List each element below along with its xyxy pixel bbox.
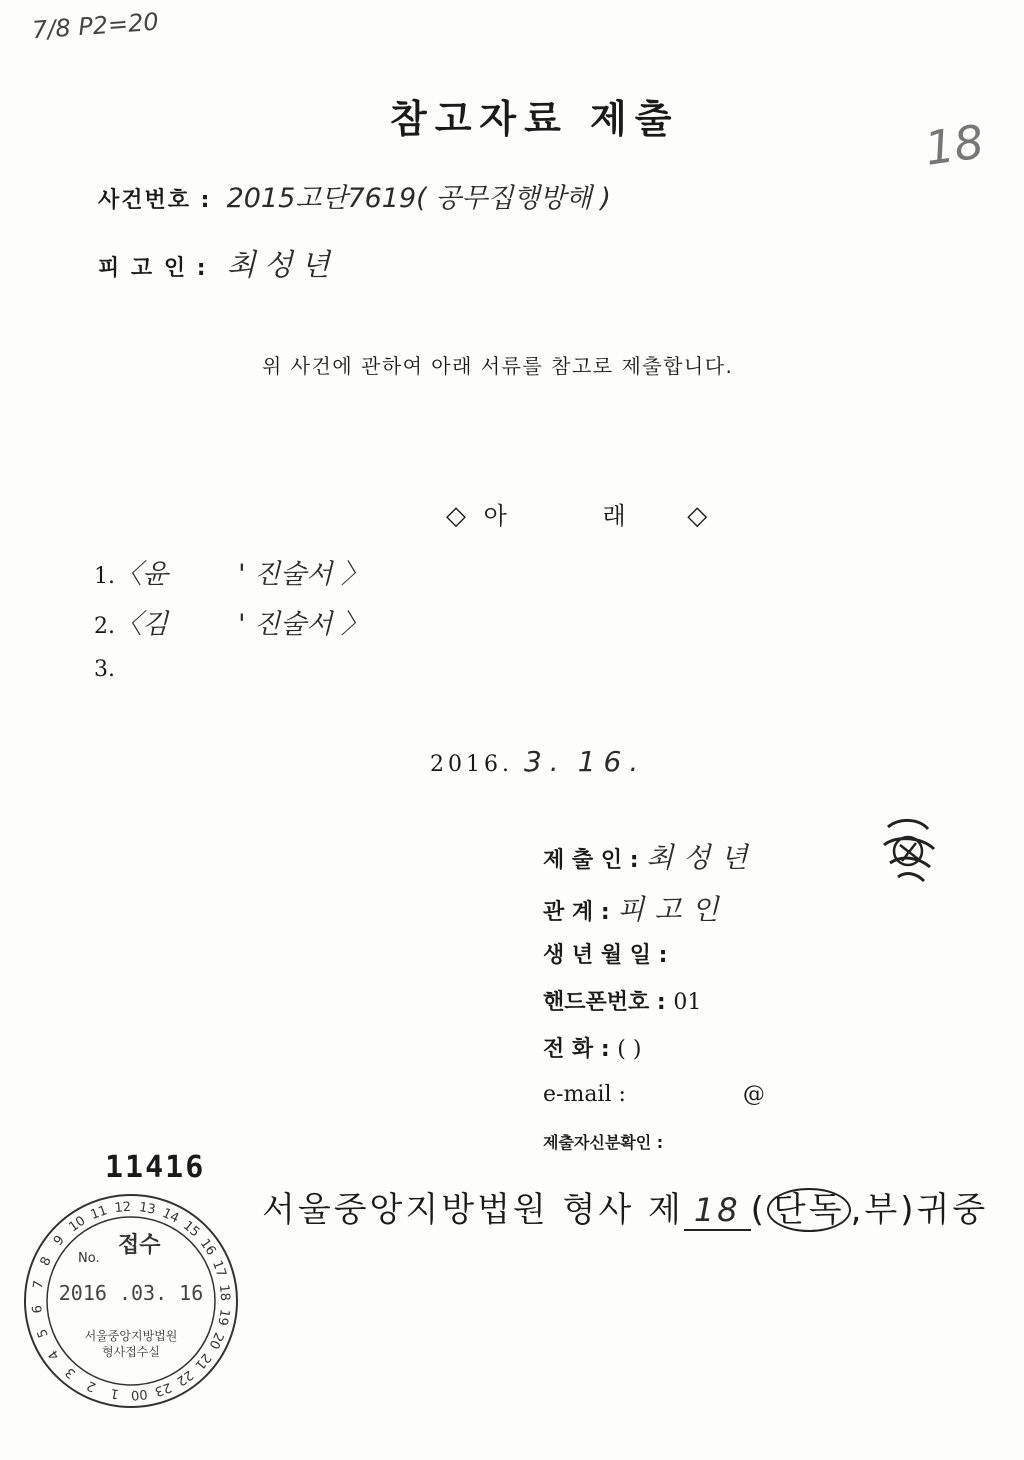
stamp-ring-number: 7	[30, 1279, 47, 1291]
division-number: 18	[684, 1191, 751, 1231]
identity-check-label: 제출자신분확인 :	[543, 1133, 664, 1152]
signature-seal-icon	[878, 815, 940, 885]
mobile-value: 01	[673, 990, 702, 1015]
list-item-number: 3.	[94, 657, 115, 682]
defendant-row	[98, 240, 338, 284]
case-number-row	[98, 176, 611, 215]
list-item	[94, 652, 115, 683]
stamp-ring-number: 13	[137, 1200, 157, 1218]
receipt-stamp	[20, 1190, 242, 1412]
stamp-no-label: No.	[78, 1251, 100, 1266]
stamp-ring-number: 3	[62, 1364, 79, 1382]
stamp-ring-number: 19	[214, 1307, 232, 1327]
stamp-ring-number: 2	[84, 1377, 99, 1395]
stamp-title: 접수	[118, 1233, 161, 1258]
submitter-name: 최성년	[646, 841, 758, 874]
date-day: 16.	[577, 745, 647, 778]
stamp-ring-number: 00	[130, 1385, 149, 1403]
below-heading-text: 아 래	[483, 502, 670, 530]
date-year: 2016.	[430, 752, 513, 777]
date-month: 3.	[523, 745, 567, 778]
corner-handwritten-note: 7/8 P2=20	[31, 7, 160, 45]
recipient-prefix: 서울중앙지방법원 형사 제	[262, 1190, 684, 1230]
stamp-ring-number: 21	[191, 1349, 214, 1373]
list-item-open: 〈김	[115, 609, 169, 640]
page-number-mark: 18	[921, 114, 988, 176]
relation-value: 피고인	[617, 893, 729, 926]
stamp-ring-number: 14	[159, 1205, 182, 1227]
list-item-text: ' 진술서 〉	[238, 559, 368, 590]
submitter-row	[543, 836, 757, 876]
phone-value: ( )	[617, 1037, 642, 1062]
diamond-left-icon: ◇	[446, 501, 466, 531]
stamp-ring-number: 5	[34, 1326, 52, 1340]
list-item-open: 〈윤	[115, 559, 169, 590]
case-number-value: 2015고단7619( 공무집행방해 )	[226, 183, 611, 214]
email-value: @	[742, 1082, 765, 1107]
email-row	[543, 1082, 765, 1107]
stamp-ring-number: 16	[196, 1236, 219, 1259]
stamp-office: 형사접수실	[102, 1345, 160, 1359]
mobile-label: 핸드폰번호 :	[543, 990, 666, 1015]
stamp-ring-number: 10	[66, 1213, 89, 1236]
stamp-ring-number: 6	[30, 1304, 46, 1314]
birthdate-label: 생 년 월 일 :	[543, 943, 668, 968]
recipient-open: (	[750, 1190, 767, 1230]
stamp-ring-number: 15	[179, 1218, 203, 1241]
submitter-label: 제 출 인 :	[543, 848, 639, 873]
recipient-close: )귀중	[900, 1190, 989, 1230]
list-item	[94, 552, 368, 591]
circled-single-judge: 단독	[767, 1188, 851, 1232]
mobile-row	[543, 985, 701, 1016]
defendant-label: 피 고 인 :	[98, 256, 208, 281]
email-label: e-mail :	[543, 1082, 626, 1107]
birthdate-row	[543, 938, 667, 969]
stamp-ring-number: 22	[173, 1366, 196, 1389]
stamp-ring-number: 18	[215, 1283, 233, 1302]
stamp-ring-number: 1	[109, 1385, 121, 1402]
case-number-label: 사건번호 :	[98, 188, 212, 213]
diamond-right-icon: ◇	[687, 501, 708, 531]
list-item-number: 1.	[94, 564, 115, 589]
relation-label: 관 계 :	[543, 900, 610, 925]
stamp-ring-number: 20	[205, 1329, 227, 1352]
phone-label: 전 화 :	[543, 1037, 610, 1062]
stamp-ring-number: 9	[50, 1232, 68, 1249]
stamp-ring-number: 8	[37, 1254, 55, 1269]
list-item	[94, 602, 368, 641]
phone-row	[543, 1032, 641, 1063]
recipient-alt: 부	[864, 1190, 901, 1230]
stamp-court: 서울중앙지방법원	[84, 1329, 178, 1343]
list-item-text: ' 진술서 〉	[238, 609, 368, 640]
recipient-court	[262, 1182, 988, 1231]
stamp-date: 2016 .03. 16	[58, 1281, 204, 1305]
stamp-ring-number: 17	[209, 1258, 229, 1280]
stamp-ring-number: 11	[88, 1203, 110, 1223]
stamp-ring-number: 23	[152, 1379, 174, 1399]
stamp-ring-number: 12	[113, 1199, 132, 1217]
document-title: 참고자료 제출	[390, 97, 680, 141]
receipt-number: 11416	[105, 1150, 206, 1185]
stamp-ring-number: 4	[45, 1346, 63, 1363]
list-item-number: 2.	[94, 614, 115, 639]
recipient-sep: ,	[850, 1190, 865, 1230]
intro-sentence: 위 사건에 관하여 아래 서류를 참고로 제출합니다.	[262, 354, 734, 378]
identity-check-row	[543, 1130, 663, 1153]
relation-row	[543, 888, 728, 928]
submission-date	[430, 745, 646, 778]
defendant-name: 최성년	[226, 248, 338, 283]
below-heading	[446, 496, 707, 531]
